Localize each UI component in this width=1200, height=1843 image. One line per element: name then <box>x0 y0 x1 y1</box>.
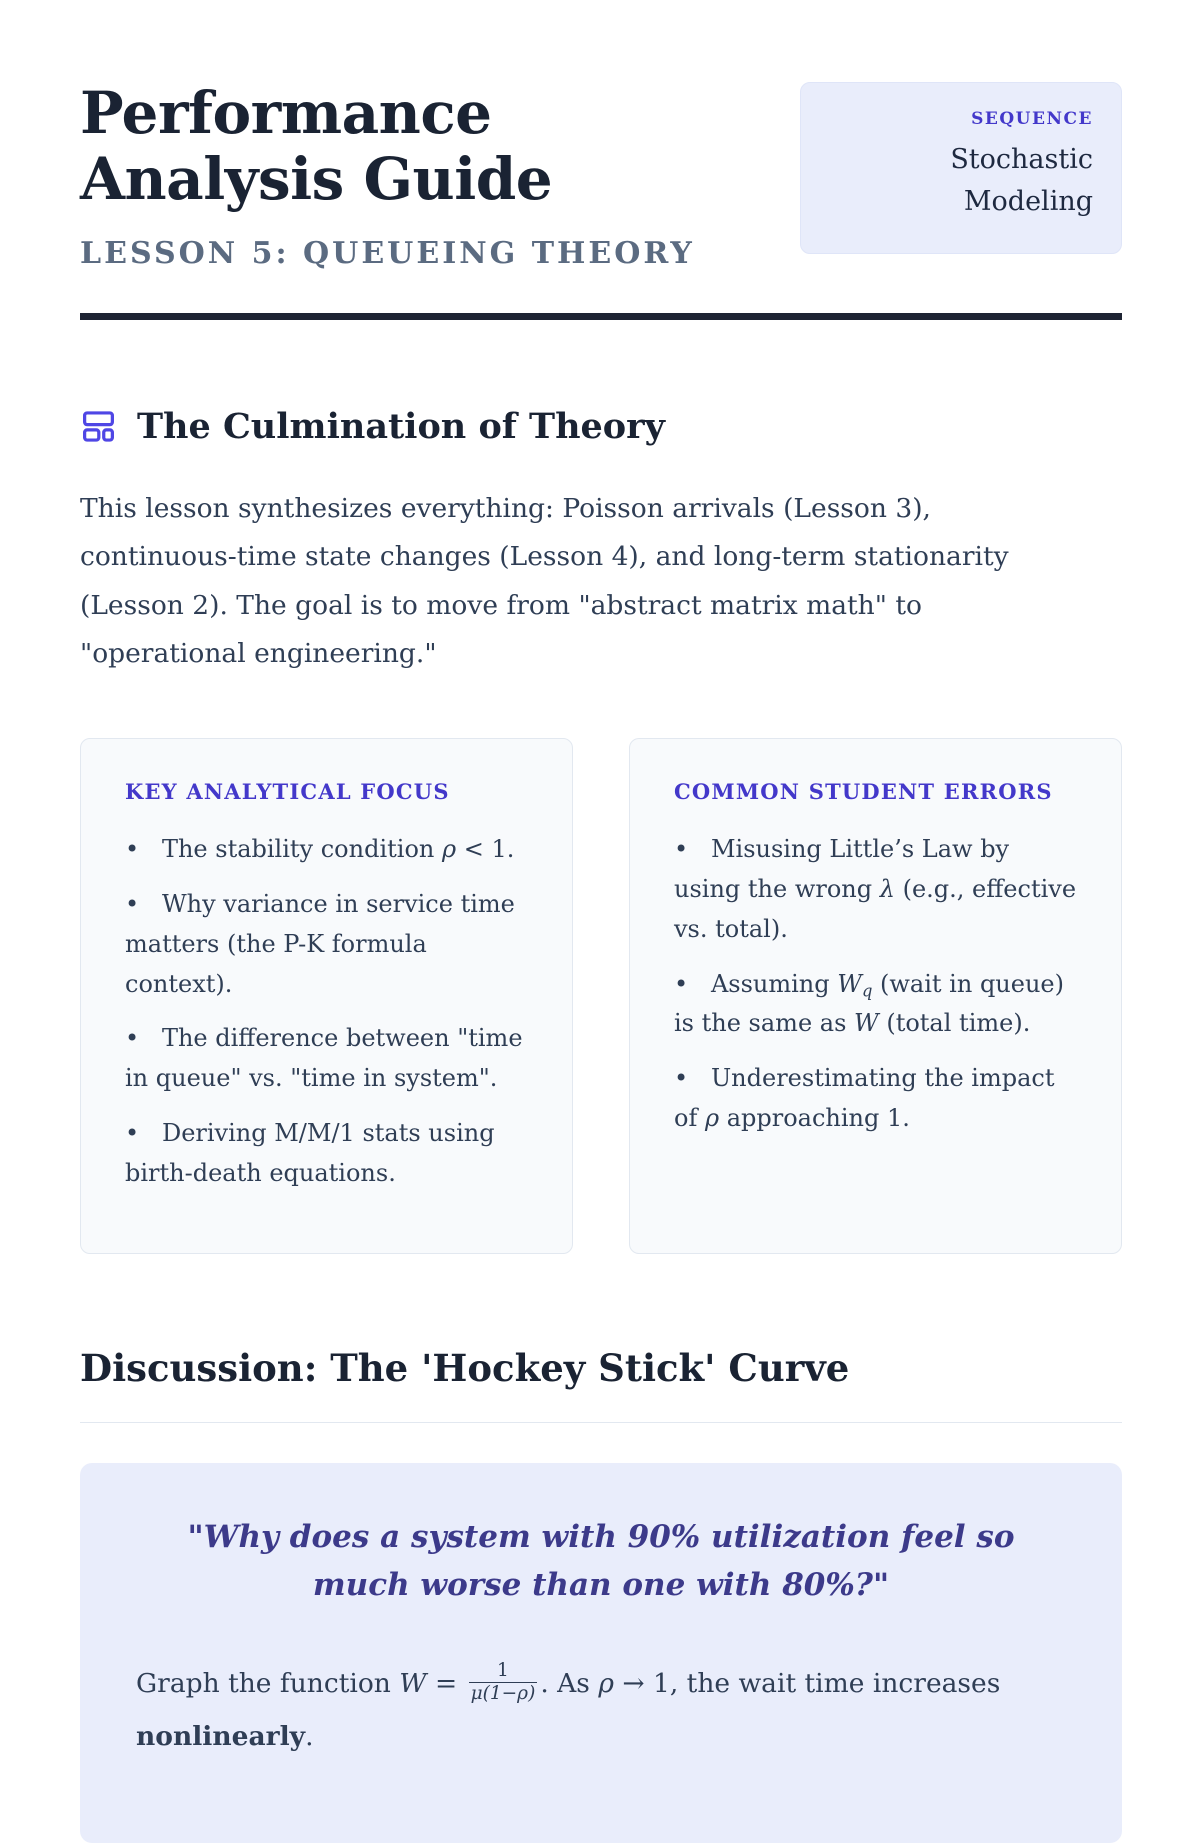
theory-paragraph: This lesson synthesizes everything: Poisson arrivals (Lesson 3), continuous-time state changes (Lesson 4), and long-term stationarity (Lesson 2). The goal is to move from "abstract matrix math" to "operational engineering." <box>80 493 1009 669</box>
bullet-list <box>125 830 532 1194</box>
card-key-analytical-focus <box>80 738 573 1254</box>
bullet-marker: • <box>674 835 689 864</box>
quote-body: Graph the function W = $\frac{1}{\mu(1-\rho)}$ . As ρ → 1, the wait time increases nonlinearly. <box>136 1660 1001 1752</box>
page-subtitle: LESSON 5: QUEUEING THEORY <box>80 236 695 272</box>
card-common-student-errors <box>629 738 1122 1254</box>
bullet-list <box>674 830 1081 1139</box>
quote-box <box>80 1463 1122 1843</box>
list-item: • The difference between "time in queue" vs. "time in system". <box>125 1024 523 1093</box>
sequence-badge-value: Stochastic Modeling <box>950 144 1093 217</box>
bullet-marker: • <box>674 1064 689 1093</box>
list-item: • Underestimating the impact of ρ approaching 1. <box>674 1064 1055 1133</box>
header-divider <box>80 313 1122 320</box>
list-item: • Why variance in service time matters (the P-K formula context). <box>125 889 515 998</box>
layout-panels-icon <box>80 408 117 445</box>
section-heading <box>80 406 1122 447</box>
card-title: KEY ANALYTICAL FOCUS <box>125 779 450 805</box>
bullet-marker: • <box>674 969 689 998</box>
header <box>80 80 1122 271</box>
list-item: • Misusing Little’s Law by using the wrong λ (e.g., effective vs. total). <box>674 835 1077 943</box>
card-title: COMMON STUDENT ERRORS <box>674 779 1053 805</box>
formula-fraction: $\frac{1}{\mu(1-\rho)}$ <box>470 1660 536 1705</box>
discussion-heading: Discussion: The 'Hockey Stick' Curve <box>80 1346 1122 1423</box>
sequence-badge-label: SEQUENCE <box>971 109 1093 129</box>
sequence-badge <box>800 82 1122 254</box>
bullet-marker: • <box>125 1024 140 1053</box>
section-theory <box>80 406 1122 678</box>
quote-text: "Why does a system with 90% utilization feel so much worse than one with 80%?" <box>187 1518 1015 1603</box>
list-item: • Deriving M/M/1 stats using birth-death equations. <box>125 1119 495 1187</box>
section-discussion <box>80 1346 1122 1843</box>
bullet-marker: • <box>125 1119 140 1148</box>
bullet-marker: • <box>125 889 140 918</box>
list-item: • The stability condition ρ < 1. <box>125 835 515 864</box>
section-heading-text: The Culmination of Theory <box>137 406 665 448</box>
title-block <box>80 80 756 271</box>
page-title: Performance Analysis Guide <box>80 79 553 214</box>
list-item: • Assuming $W_q$ (wait in queue) is the same as W (total time). <box>674 969 1064 1038</box>
bullet-marker: • <box>125 835 140 864</box>
cards-row <box>80 738 1122 1254</box>
